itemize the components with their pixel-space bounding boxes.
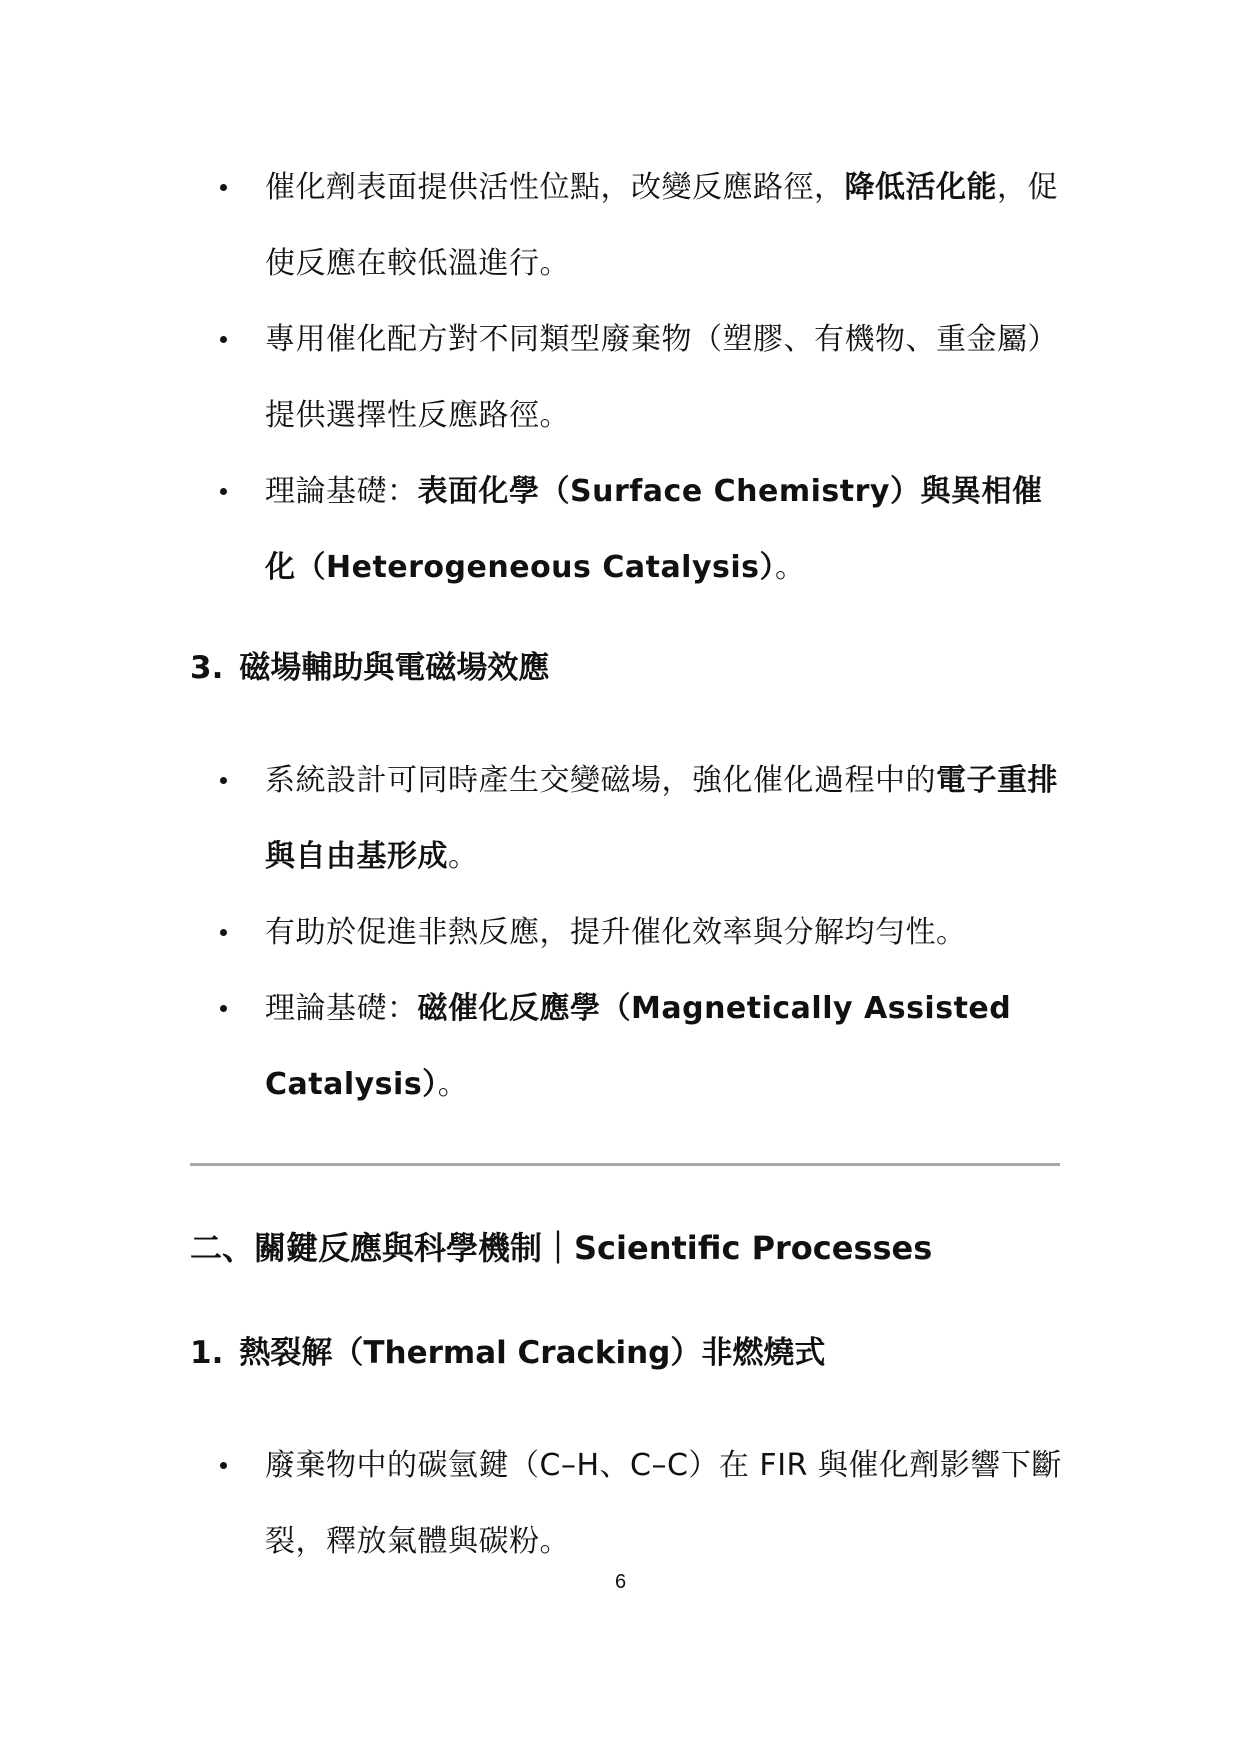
list-item	[190, 454, 1070, 606]
list-item-text-after: ，促使反應在較低溫進行。	[265, 170, 1058, 281]
section-heading-3	[190, 648, 549, 688]
list-item-text: 系統設計可同時產生交變磁場，強化催化過程中的	[265, 763, 936, 798]
list-item-emphasis: 磁催化反應學（Magnetically Assisted Catalysis）	[265, 991, 1012, 1102]
list-item-emphasis: 表面化學（Surface Chemistry）與異相催化（Heterogeneous Catalysis）	[265, 474, 1043, 585]
bullet-list-thermal	[190, 1428, 1070, 1580]
list-item-emphasis: 降低活化能	[844, 170, 997, 205]
list-item	[190, 302, 1070, 454]
list-item	[190, 150, 1070, 302]
bullet-list-magnetic	[190, 743, 1070, 1123]
chapter-heading: 二、關鍵反應與科學機制｜Scientific Processes	[190, 1229, 933, 1267]
section-number: 3.	[190, 650, 224, 686]
section-divider	[190, 1163, 1060, 1166]
list-item-text-after: 。	[437, 1067, 469, 1102]
page-number: 6	[614, 1571, 627, 1593]
list-item-text-after: 。	[775, 550, 806, 585]
list-item	[190, 971, 1070, 1123]
list-item	[190, 743, 1070, 895]
bullet-icon	[220, 488, 227, 495]
list-item-text: 專用催化配方對不同類型廢棄物（塑膠、有機物、重金屬）提供選擇性反應路徑。	[265, 322, 1058, 433]
list-item-text: 催化劑表面提供活性位點，改變反應路徑，	[265, 170, 845, 205]
bullet-icon	[220, 777, 227, 784]
bullet-icon	[220, 1462, 227, 1469]
section-number: 1.	[190, 1335, 224, 1371]
list-item	[190, 1428, 1070, 1580]
bullet-icon	[220, 929, 227, 936]
bullet-icon	[220, 336, 227, 343]
list-item-text-after: 。	[448, 839, 479, 874]
bullet-icon	[220, 1005, 227, 1012]
list-item-emphasis: 電子重排與自由基形成	[265, 763, 1058, 874]
section-title: 磁場輔助與電磁場效應	[239, 650, 550, 686]
section-heading-1	[190, 1333, 825, 1373]
bullet-icon	[220, 184, 227, 191]
section-title: 熱裂解（Thermal Cracking）非燃燒式	[239, 1335, 826, 1371]
list-item-text: 理論基礎：	[265, 991, 418, 1026]
list-item	[190, 895, 1070, 971]
bullet-list-catalysis	[190, 150, 1070, 606]
list-item-text: 有助於促進非熱反應，提升催化效率與分解均勻性。	[265, 915, 967, 950]
list-item-text: 廢棄物中的碳氫鍵（C–H、C–C）在 FIR 與催化劑影響下斷裂，釋放氣體與碳粉。	[265, 1448, 1062, 1559]
list-item-text: 理論基礎：	[265, 474, 418, 509]
